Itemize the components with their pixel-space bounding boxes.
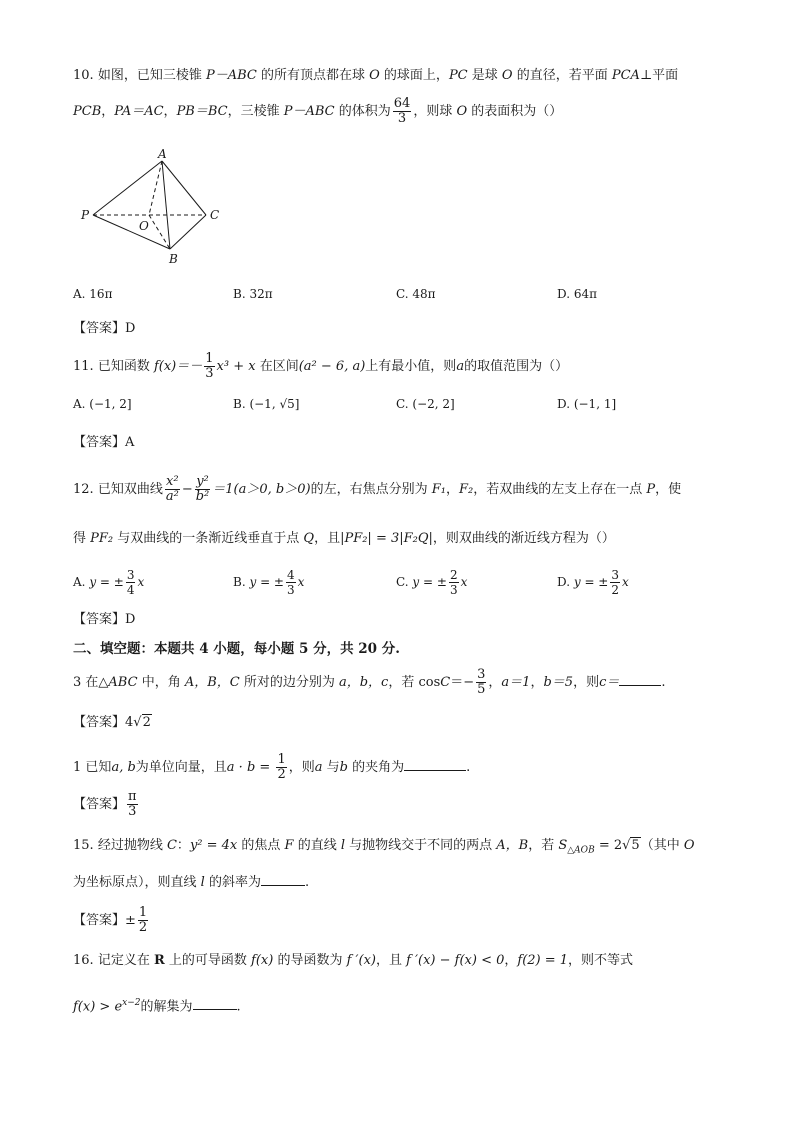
q15-math: = 2 — [594, 838, 623, 853]
q15-math: l — [200, 875, 205, 890]
q12-x-fraction: $\frac{\text{x²}}{\text{a²}}$ — [165, 474, 179, 504]
q13-answer — [73, 711, 152, 730]
q10-text: 是球 — [467, 68, 502, 83]
q12-text: 的左，右焦点分别为 — [310, 482, 432, 497]
q10-volume-fraction: $\frac{64}{3}$ — [393, 96, 411, 126]
section-heading: 二、填空题：本题共 4 小题，每小题 5 分，共 20 分. — [73, 641, 400, 657]
q12-option-c: C. y = ± $\frac{2}{3}$ x — [396, 568, 468, 597]
q14-text: 与 — [322, 760, 340, 775]
q12-option-b: B. y = ± $\frac{4}{3}$ x — [233, 568, 305, 597]
q14-answer-blank[interactable] — [404, 758, 466, 771]
q11-text: 上有最小值，则 — [365, 359, 457, 374]
q16-line1 — [73, 952, 633, 970]
q14-fraction: $\frac{1}{2}$ — [277, 752, 286, 782]
q14-text: ，则 — [288, 760, 315, 775]
q15-text: 为坐标原点），则直线 — [73, 875, 201, 890]
q15-text: 经过抛物线 — [97, 838, 167, 853]
label-p: P — [81, 208, 90, 222]
answer-tag: 【答案】 — [73, 612, 126, 627]
edge-ac — [162, 161, 206, 215]
q12-text: ， — [445, 482, 459, 497]
q10-option-a: A. 16π — [73, 287, 113, 301]
q12-line1 — [73, 475, 681, 504]
q13-line1 — [73, 668, 666, 697]
q15-math: C — [166, 838, 177, 853]
q16-answer-blank[interactable] — [193, 997, 237, 1010]
q15-text: （其中 — [640, 838, 684, 853]
q11-answer — [73, 431, 134, 450]
answer-value: 4 — [125, 715, 134, 730]
label-b: B — [169, 252, 178, 266]
q11-math: (a² − 6, a) — [298, 359, 366, 374]
q16-text: ，且 — [375, 953, 407, 968]
q16-math: f(x) — [251, 953, 274, 968]
q10-pyramid-figure — [78, 145, 228, 270]
q16-text: 上的可导函数 — [164, 953, 252, 968]
q14-number: 1 — [73, 760, 82, 775]
q16-math: x−2 — [122, 998, 141, 1008]
edge-bc — [170, 215, 206, 249]
label-c: C — [210, 208, 220, 222]
edge-pa — [93, 161, 162, 215]
q12-math: P — [646, 482, 656, 497]
q15-line2 — [73, 873, 309, 892]
edge-pb — [93, 215, 170, 249]
q14-math: a, b — [111, 760, 136, 775]
q11-math: x³ + x — [216, 359, 256, 374]
q13-number: 3 — [73, 675, 82, 690]
q14-text: 为单位向量，且 — [135, 760, 227, 775]
q10-math: PB＝BC — [176, 104, 228, 119]
answer-tag: 【答案】 — [73, 321, 126, 336]
q10-math: O — [369, 68, 380, 83]
q12-option-a: A. y = ± $\frac{3}{4}$ x — [73, 568, 145, 597]
q16-text: ，则不等式 — [568, 953, 634, 968]
q16-text: 的解集为 — [140, 999, 193, 1015]
q12-line2 — [73, 530, 615, 548]
q14-math: a · b — [226, 760, 256, 775]
q12-math: |PF₂| = 3|F₂Q| — [340, 531, 433, 546]
q10-text: ，则球 — [413, 104, 457, 119]
q12-text: ，若双曲线的左支上存在一点 — [473, 482, 647, 497]
q11-text: 的取值范围为（） — [464, 359, 569, 374]
q10-text: 的表面积为（） — [467, 104, 563, 119]
q10-math: O — [456, 104, 468, 119]
q16-line2 — [73, 994, 241, 1016]
answer-tag: 【答案】 — [73, 797, 126, 812]
q15-text: 的斜率为 — [204, 875, 261, 890]
q15-math: O — [683, 838, 695, 853]
q10-option-b: B. 32π — [233, 287, 273, 301]
q16-math: f(x) > e — [73, 999, 123, 1015]
q10-math: O — [501, 68, 513, 83]
q10-math: P－ABC — [205, 68, 257, 83]
q10-math: PC — [448, 68, 468, 83]
q12-text: ，则双曲线的渐近线方程为（） — [432, 531, 615, 546]
answer-value: ± — [125, 913, 136, 928]
q13-math: b＝5 — [543, 675, 574, 690]
q12-text: 与双曲线的一条渐近线垂直于点 — [113, 531, 304, 546]
q11-option-d: D. (−1, 1] — [557, 397, 617, 411]
sqrt-sign: √ — [133, 715, 142, 730]
q13-text: 所对的边分别为 — [239, 675, 339, 690]
q13-math: A，B，C — [184, 675, 240, 690]
q10-text: ， — [163, 104, 177, 119]
q15-answer-blank[interactable] — [261, 873, 305, 886]
q12-math: − — [181, 482, 193, 497]
answer-value: D — [125, 321, 136, 336]
q16-text: 记定义在 — [97, 953, 154, 968]
q16-math: f ′(x) — [346, 953, 376, 968]
q13-math: c＝ — [599, 675, 620, 690]
q13-answer-blank[interactable] — [619, 673, 661, 686]
q13-math: a，b，c — [338, 675, 389, 690]
answer-radicand: 2 — [142, 715, 151, 730]
q11-text: 已知函数 — [97, 359, 154, 374]
q14-text: 的夹角为 — [347, 760, 405, 775]
q15-line1 — [73, 837, 695, 860]
q13-math: ＝− — [450, 675, 475, 690]
q11-line1 — [73, 352, 568, 381]
q10-math: P－ABC — [283, 104, 335, 119]
q12-option-d: D. y = ± $\frac{3}{2}$ x — [557, 568, 629, 597]
answer-value: D — [125, 612, 136, 627]
sqrt-sign: √ — [622, 838, 631, 853]
q10-text: ⊥平面 — [639, 68, 679, 83]
q15-text: 的直线 — [293, 838, 341, 853]
q15-radicand: 5 — [631, 838, 640, 853]
q15-math: l — [340, 838, 345, 853]
q14-answer-fraction: $\frac{\pi}{3}$ — [128, 789, 137, 819]
q10-math: PCB — [73, 104, 102, 119]
q15-math: A，B — [496, 838, 529, 853]
q11-option-b: B. (−1, √5] — [233, 397, 300, 411]
q10-text: 的球面上， — [379, 68, 449, 83]
q13-text: 在△ — [85, 675, 109, 690]
q13-text: ，若 cos — [388, 675, 441, 690]
q16-text: 的导函数为 — [273, 953, 347, 968]
label-a: A — [158, 147, 167, 161]
q13-fraction: $\frac{3}{5}$ — [477, 667, 486, 697]
q10-answer — [73, 317, 135, 336]
q15-math: S — [558, 838, 568, 853]
q13-math: C — [440, 675, 451, 690]
q10-math: PCA — [611, 68, 640, 83]
q13-text: 中，角 — [137, 675, 185, 690]
q10-math: PA＝AC — [114, 104, 164, 119]
answer-value: A — [125, 435, 135, 450]
label-o: O — [139, 219, 149, 233]
q12-text: 得 — [73, 531, 91, 546]
q10-line1 — [73, 67, 678, 85]
q10-option-d: D. 64π — [557, 287, 597, 301]
q14-text: . — [466, 760, 471, 775]
q15-answer-fraction: $\frac{1}{2}$ — [138, 905, 148, 935]
q11-coef-fraction: $\frac{1}{3}$ — [205, 351, 214, 381]
q15-text: 的焦点 — [237, 838, 285, 853]
q12-number: 12. — [73, 482, 94, 497]
q16-text: ， — [504, 953, 518, 968]
edge-ab — [162, 161, 170, 249]
q13-text: . — [661, 675, 666, 690]
q16-text: . — [236, 999, 241, 1015]
q10-text: 如图，已知三棱锥 — [97, 68, 206, 83]
q11-option-c: C. (−2, 2] — [396, 397, 455, 411]
q15-math: F — [284, 838, 294, 853]
q16-number: 16. — [73, 953, 94, 968]
q10-number: 10. — [73, 68, 94, 83]
q12-math: Q — [303, 531, 315, 546]
q15-answer — [73, 906, 150, 935]
q15-text: . — [304, 875, 310, 890]
q13-math: a＝1 — [501, 675, 531, 690]
q11-number: 11. — [73, 359, 94, 374]
q15-number: 15. — [73, 838, 94, 853]
q14-math: b — [339, 760, 348, 775]
q14-text: 已知 — [85, 760, 112, 775]
q12-math: ＝1(a＞0, b＞0) — [212, 482, 311, 497]
q12-math: F₂ — [458, 482, 474, 497]
q12-text: ，且 — [314, 531, 341, 546]
q12-text: ，使 — [655, 482, 682, 497]
q12-math: F₁ — [431, 482, 446, 497]
q11-math: a — [456, 359, 465, 374]
q11-math: f(x)＝－ — [153, 359, 203, 374]
q16-math: f(2) = 1 — [517, 953, 569, 968]
answer-tag: 【答案】 — [73, 913, 126, 928]
q11-text: 在区间 — [255, 359, 299, 374]
q15-math: y² = 4x — [189, 838, 238, 853]
q14-math: a — [314, 760, 323, 775]
q13-text: ，则 — [573, 675, 600, 690]
q13-math: ABC — [108, 675, 138, 690]
q10-text: ，三棱锥 — [227, 104, 284, 119]
q12-answer — [73, 608, 135, 627]
q10-text: ， — [101, 104, 115, 119]
q12-text: 已知双曲线 — [97, 482, 163, 497]
q10-line2 — [73, 97, 562, 126]
q13-text: ， — [488, 675, 502, 690]
q10-text: 的体积为 — [334, 104, 391, 119]
q10-text: 的直径，若平面 — [512, 68, 612, 83]
q12-y-fraction: $\frac{\text{y²}}{\text{b²}}$ — [195, 474, 210, 504]
q14-answer — [73, 790, 140, 819]
q16-math: R — [153, 953, 165, 968]
q15-text: 与抛物线交于不同的两点 — [345, 838, 497, 853]
q10-text: 的所有顶点都在球 — [256, 68, 370, 83]
q14-math: = — [255, 760, 275, 775]
q15-text: ： — [176, 838, 190, 853]
q16-math: f ′(x) − f(x) < 0 — [406, 953, 505, 968]
answer-tag: 【答案】 — [73, 435, 126, 450]
q12-math: PF₂ — [90, 531, 114, 546]
q15-math: △AOB — [567, 845, 595, 856]
q13-text: ， — [530, 675, 544, 690]
q15-text: ，若 — [528, 838, 559, 853]
answer-tag: 【答案】 — [73, 715, 126, 730]
q14-line1 — [73, 753, 470, 782]
q11-option-a: A. (−1, 2] — [73, 397, 132, 411]
q10-option-c: C. 48π — [396, 287, 436, 301]
